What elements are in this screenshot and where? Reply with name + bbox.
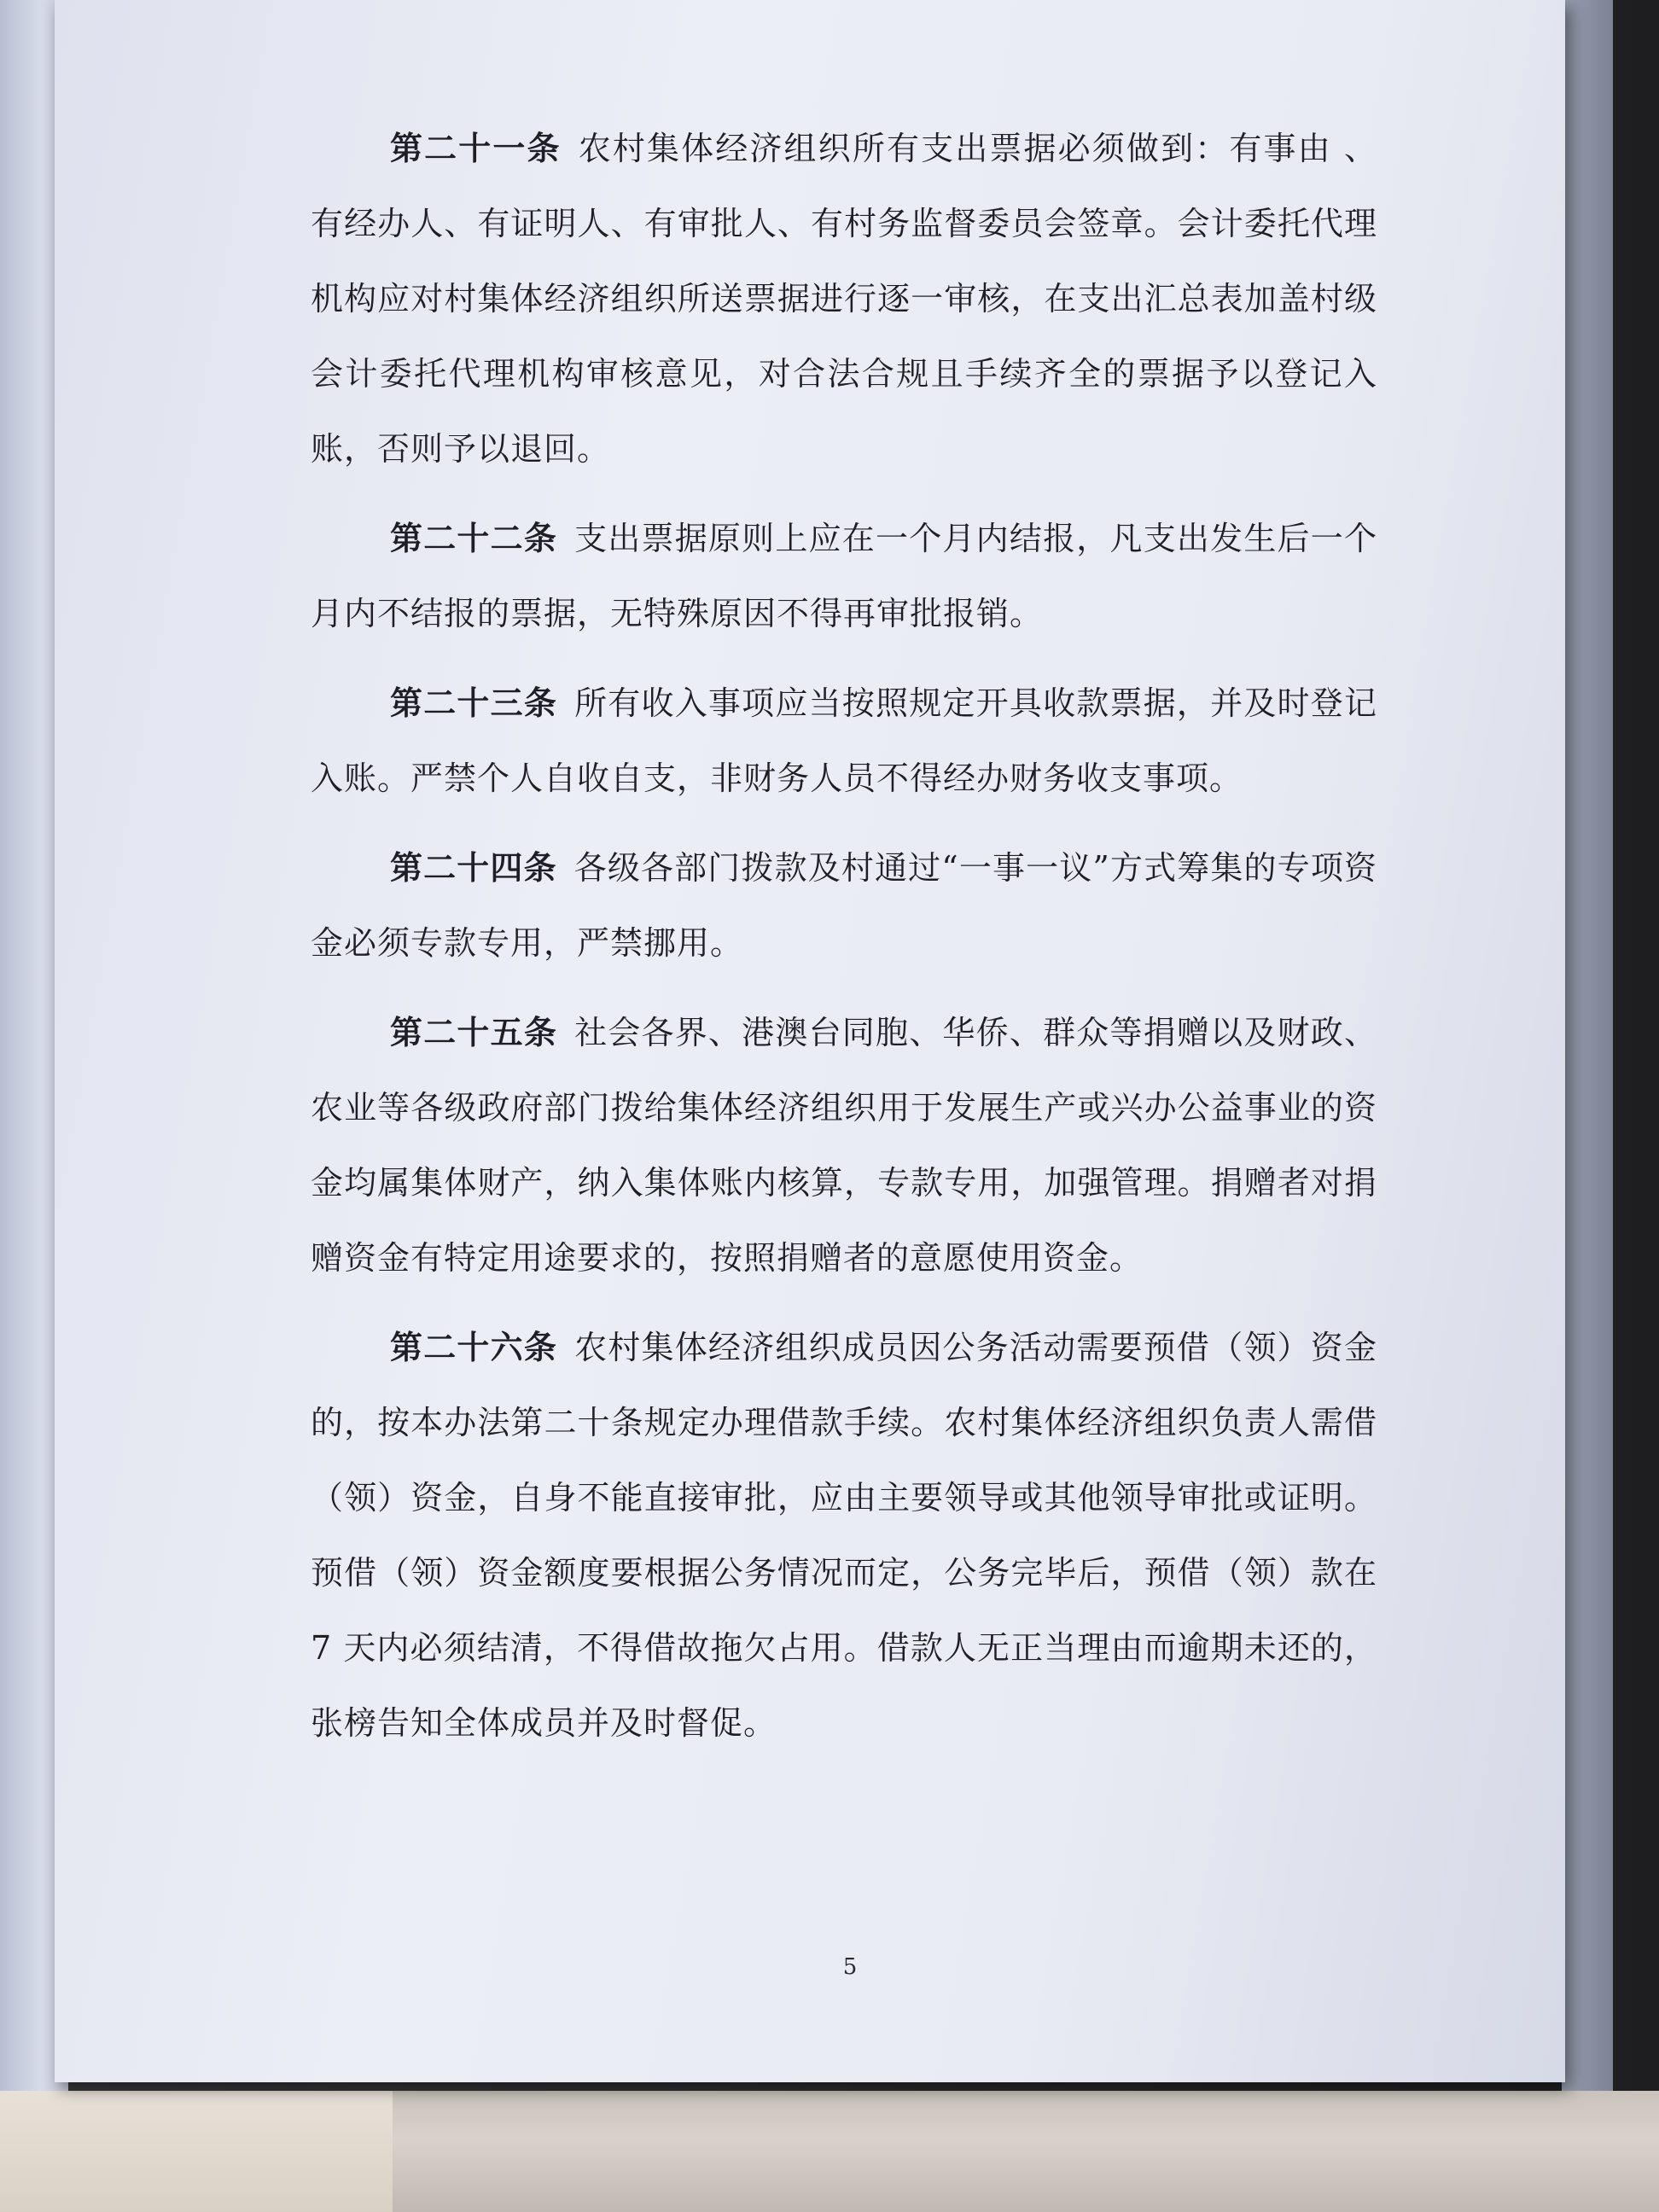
article-text: 农村集体经济组织所有支出票据必须做到：有事由 、有经办人、有证明人、有审批人、有村务监督委员会签章。会计委托代理机构应对村集体经济组织所送票据进行逐一审核，在支出汇总表加盖村级会计委托代理机构审核意见，对合法合规且手续齐全的票据予以登记入账，否则予以退回。	[311, 130, 1377, 468]
article-heading: 第二十三条	[390, 684, 558, 722]
article-24	[311, 830, 1377, 981]
article-21	[311, 111, 1377, 486]
underlying-sheet-right	[1562, 0, 1613, 2099]
article-22	[311, 501, 1377, 651]
article-text: 支出票据原则上应在一个月内结报，凡支出发生后一个月内不结报的票据，无特殊原因不得再审批报销。	[311, 520, 1377, 632]
document-body	[311, 111, 1377, 1775]
article-text: 所有收入事项应当按照规定开具收款票据，并及时登记入账。严禁个人自收自支，非财务人员不得经办财务收支事项。	[311, 684, 1377, 797]
article-heading: 第二十五条	[390, 1013, 558, 1051]
document-page	[55, 0, 1565, 2082]
article-text: 社会各界、港澳台同胞、华侨、群众等捐赠以及财政、农业等各级政府部门拨给集体经济组织用于发展生产或兴办公益事业的资金均属集体财产，纳入集体账内核算，专款专用，加强管理。捐赠者对捐赠资金有特定用途要求的，按照捐赠者的意愿使用资金。	[311, 1014, 1377, 1277]
table-block	[0, 2091, 393, 2212]
article-25	[311, 995, 1377, 1295]
article-heading: 第二十一条	[390, 129, 562, 167]
article-23	[311, 666, 1377, 816]
article-heading: 第二十四条	[390, 848, 557, 887]
article-26	[311, 1310, 1377, 1761]
article-heading: 第二十二条	[390, 519, 558, 557]
article-heading: 第二十六条	[390, 1328, 558, 1366]
page-number: 5	[842, 1954, 858, 1980]
article-text: 各级各部门拨款及村通过“一事一议”方式筹集的专项资金必须专款专用，严禁挪用。	[311, 849, 1377, 962]
article-text: 农村集体经济组织成员因公务活动需要预借（领）资金的，按本办法第二十条规定办理借款手续。农村集体经济组织负责人需借（领）资金，自身不能直接审批，应由主要领导或其他领导审批或证明。预借（领）资金额度要根据公务情况而定，公务完毕后，预借（领）款在 7 天内必须结清，不得借故拖欠占用。借款人无正当理由而逾期未还的，张榜告知全体成员并及时督促。	[311, 1329, 1377, 1742]
